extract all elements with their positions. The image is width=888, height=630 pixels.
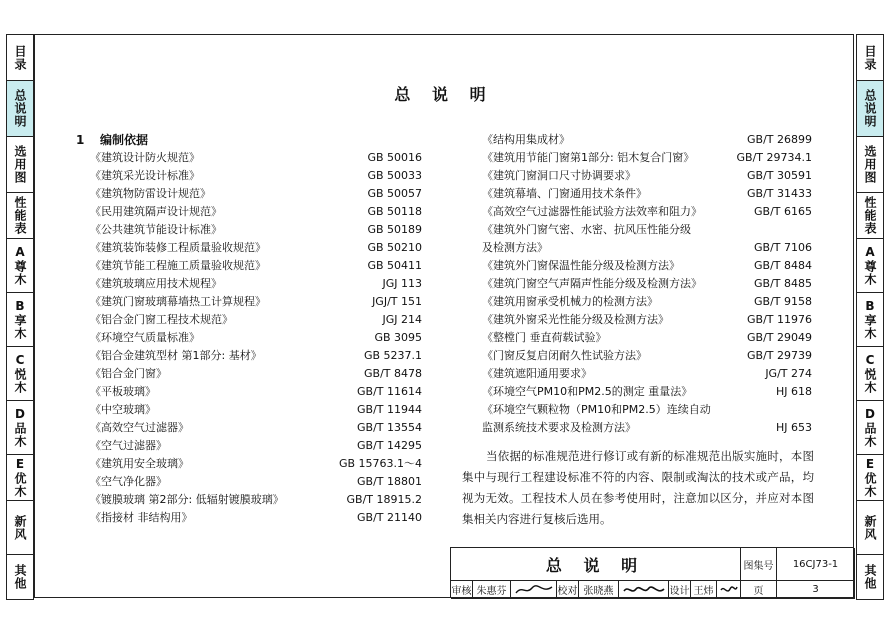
sidebar-tab-label: C悦木 [863,353,877,394]
sidebar-tab-label: E优木 [13,457,27,498]
standard-row [76,203,426,221]
sidebar-tab[interactable] [857,455,883,501]
standard-code: JGJ 113 [382,277,422,290]
sidebar-tab-label: A尊木 [863,245,877,286]
sidebar-tab[interactable] [7,455,33,501]
sidebar-tab-label: B享木 [863,299,877,340]
sidebar-tab[interactable] [7,293,33,347]
sidebar-tab-label: 其他 [13,564,27,590]
standard-row [76,419,426,437]
standard-code: JGJ 214 [382,313,422,326]
standard-name: 《建筑节能工程施工质量验收规范》 [90,259,266,272]
sidebar-tab[interactable] [7,35,33,81]
designer-name: 王炜 [691,581,717,599]
standard-name: 《环境空气PM10和PM2.5的测定 重量法》 [482,385,693,398]
standard-code: GB/T 7106 [754,241,812,254]
standard-row [76,167,426,185]
standard-row [76,293,426,311]
standard-row [482,185,812,203]
sidebar-tab[interactable] [857,401,883,455]
standard-name: 《镀膜玻璃 第2部分: 低辐射镀膜玻璃》 [90,493,284,506]
standard-code: HJ 618 [775,385,812,398]
standard-name: 《建筑外门窗保温性能分级及检测方法》 [482,259,680,272]
standard-name: 《建筑采光设计标准》 [90,169,200,182]
standard-name: 《建筑装饰装修工程质量验收规范》 [90,241,266,254]
sidebar-tab-label: B享木 [13,299,27,340]
sidebar-tab-label: 新风 [863,514,877,541]
standard-row [482,203,812,221]
standard-row [482,347,812,365]
standard-code: GB/T 9158 [754,295,812,308]
standard-row [76,311,426,329]
standard-code: GB 50033 [367,169,422,182]
design-label: 设计 [669,581,691,599]
designer-signature [717,581,741,599]
standard-row [76,275,426,293]
sidebar-tab[interactable] [7,501,33,555]
sidebar-tab-label: 选用图 [13,145,27,184]
page-label: 页 [741,581,777,599]
standard-name: 《指接材 非结构用》 [90,511,193,524]
standard-name: 《中空玻璃》 [90,403,156,416]
standard-code: GB 50118 [367,205,422,218]
reviewer-name: 朱惠芬 [473,581,511,599]
standard-code: GB/T 8485 [754,277,812,290]
sidebar-tab-label: D品木 [863,407,877,448]
standard-code: GB/T 14295 [357,439,422,452]
sidebar-tab[interactable] [7,401,33,455]
standard-name: 《建筑门窗空气声隔声性能分级及检测方法》 [482,277,702,290]
sidebar-tab-label: 性能表 [13,196,27,235]
standard-code: GB/T 8478 [364,367,422,380]
standard-code: GB/T 29049 [747,331,812,344]
sidebar-tab[interactable] [857,347,883,401]
atlas-number-label: 图集号 [741,548,777,581]
standard-name: 《建筑用窗承受机械力的检测方法》 [482,295,658,308]
standard-name: 《建筑门窗玻璃幕墙热工计算规程》 [90,295,266,308]
standard-code: GB 50016 [367,151,422,164]
sidebar-tab-label: A尊木 [13,245,27,286]
standard-row [482,257,812,275]
standard-code: GB 50057 [367,187,422,200]
standard-row [76,239,426,257]
standard-row [482,293,812,311]
checker-name: 张晓燕 [579,581,619,599]
standard-code: HJ 653 [775,421,812,434]
standard-row [76,365,426,383]
standard-row [76,257,426,275]
standard-name: 《空气净化器》 [90,475,167,488]
standard-row [482,167,812,185]
standard-code: GB 50210 [367,241,422,254]
reviewer-signature-scribble [514,583,554,597]
revision-note: 当依据的标准规范进行修订或有新的标准规范出版实施时，本图集中与现行工程建设标准不符的内容、限制或淘汰的技术或产品，均视为无效。工程技术人员在参考使用时，注意加以区分，并应对本图集相关内容进行复核后选用。 [462,449,814,526]
sidebar-tab[interactable] [857,239,883,293]
standard-code: GB/T 30591 [747,169,812,182]
sidebar-tab[interactable] [857,35,883,81]
section-title: 编制依据 [100,133,149,147]
left-standards-column [76,131,426,527]
standard-row [482,401,812,419]
standard-code: GB 15763.1～4 [338,457,422,470]
standard-row [76,329,426,347]
standard-code: GB/T 11944 [357,403,422,416]
sidebar-tab[interactable] [7,555,33,599]
standard-name: 《建筑门窗洞口尺寸协调要求》 [482,169,636,182]
right-sidebar-nav [856,34,884,600]
sidebar-tab[interactable] [857,501,883,555]
standard-name: 《民用建筑隔声设计规范》 [90,205,222,218]
standard-name: 《建筑物防雷设计规范》 [90,187,211,200]
title-block [450,547,854,598]
sidebar-tab-label: 总说明 [13,89,27,128]
standard-code: GB/T 8484 [754,259,812,272]
sidebar-tab-label: 总说明 [863,89,877,128]
standard-code: GB 3095 [374,331,422,344]
sidebar-tab-label: 新风 [13,514,27,541]
standard-row [482,365,812,383]
sidebar-tab[interactable] [857,293,883,347]
sidebar-tab-label: 性能表 [863,196,877,235]
standard-name: 《平板玻璃》 [90,385,156,398]
standard-code: GB/T 13554 [357,421,422,434]
standard-code: GB/T 18801 [357,475,422,488]
standard-code: GB/T 11614 [357,385,422,398]
standard-row [76,473,426,491]
standard-row [76,185,426,203]
standard-code: GB 5237.1 [363,349,422,362]
left-sidebar-nav [6,34,34,600]
standard-code: GB/T 31433 [747,187,812,200]
sidebar-tab[interactable] [857,137,883,193]
standard-name: 《建筑设计防火规范》 [90,151,200,164]
standard-name: 《公共建筑节能设计标准》 [90,223,222,236]
standard-row [76,437,426,455]
standard-name: 监测系统技术要求及检测方法》 [482,421,636,434]
standard-row [76,491,426,509]
standard-row [482,149,812,167]
sidebar-tab[interactable] [857,193,883,239]
section-heading [76,131,426,149]
standard-row [76,149,426,167]
standard-name: 《建筑外门窗气密、水密、抗风压性能分级 [482,223,691,236]
sidebar-tab[interactable] [7,347,33,401]
standard-name: 《环境空气质量标准》 [90,331,200,344]
standard-name: 《建筑外窗采光性能分级及检测方法》 [482,313,669,326]
standard-name: 《建筑幕墙、门窗通用技术条件》 [482,187,647,200]
standard-code: GB/T 18915.2 [346,493,422,506]
standard-row [482,311,812,329]
reviewer-signature [511,581,557,599]
atlas-number: 16CJ73-1 [777,548,855,581]
page-number: 3 [777,581,855,599]
sidebar-tab-label: 其他 [863,564,877,590]
sidebar-tab-label: C悦木 [13,353,27,394]
standard-name: 《建筑用节能门窗第1部分: 铝木复合门窗》 [482,151,695,164]
sidebar-tab-label: 目录 [863,44,877,71]
standard-code: GB/T 11976 [747,313,812,326]
standard-name: 《整樘门 垂直荷载试验》 [482,331,607,344]
standard-row [76,383,426,401]
standard-row [76,401,426,419]
check-label: 校对 [557,581,579,599]
sidebar-tab[interactable] [7,239,33,293]
standard-name: 《铝合金门窗》 [90,367,167,380]
standard-name: 《空气过滤器》 [90,439,167,452]
standard-row [76,221,426,239]
sidebar-tab-label: 选用图 [863,145,877,184]
sidebar-tab-label: D品木 [13,407,27,448]
standard-code: GB/T 21140 [357,511,422,524]
standard-code: GB/T 29734.1 [736,151,812,164]
standard-row [482,131,812,149]
standard-row [482,275,812,293]
standard-name: 《门窗反复启闭耐久性试验方法》 [482,349,647,362]
standard-name: 及检测方法》 [482,241,548,254]
standard-name: 《高效空气过滤器》 [90,421,189,434]
review-label: 审核 [451,581,473,599]
sidebar-tab[interactable] [7,193,33,239]
standard-row [76,509,426,527]
standard-code: JGJ/T 151 [372,295,422,308]
page-title: 总 说 明 [394,85,494,104]
standard-code: GB 50189 [367,223,422,236]
standard-code: GB/T 6165 [754,205,812,218]
right-standards-column [482,131,812,437]
standard-name: 《铝合金门窗工程技术规范》 [90,313,233,326]
standard-row [482,419,812,437]
designer-signature-scribble [719,584,739,596]
sidebar-tab[interactable] [7,137,33,193]
standard-name: 《建筑用安全玻璃》 [90,457,189,470]
standard-name: 《高效空气过滤器性能试验方法效率和阻力》 [482,205,702,218]
standard-row [76,347,426,365]
checker-signature [619,581,669,599]
section-number: 1 [76,133,85,147]
standard-name: 《建筑遮阳通用要求》 [482,367,592,380]
standard-name: 《环境空气颗粒物（PM10和PM2.5）连续自动 [482,403,711,416]
standard-code: GB/T 29739 [747,349,812,362]
standard-code: GB 50411 [367,259,422,272]
standard-name: 《铝合金建筑型材 第1部分: 基材》 [90,349,262,362]
sidebar-tab-label: E优木 [863,457,877,498]
sidebar-tab[interactable] [857,555,883,599]
standard-code: JG/T 274 [765,367,812,380]
standard-row [76,455,426,473]
standard-row [482,221,812,239]
sidebar-tab-label: 目录 [13,44,27,71]
standard-name: 《建筑玻璃应用技术规程》 [90,277,222,290]
standard-row [482,239,812,257]
title-block-title: 总 说 明 [451,548,741,581]
standard-code: GB/T 26899 [747,133,812,146]
standard-row [482,383,812,401]
checker-signature-scribble [622,583,666,597]
standard-name: 《结构用集成材》 [482,133,570,146]
standard-row [482,329,812,347]
